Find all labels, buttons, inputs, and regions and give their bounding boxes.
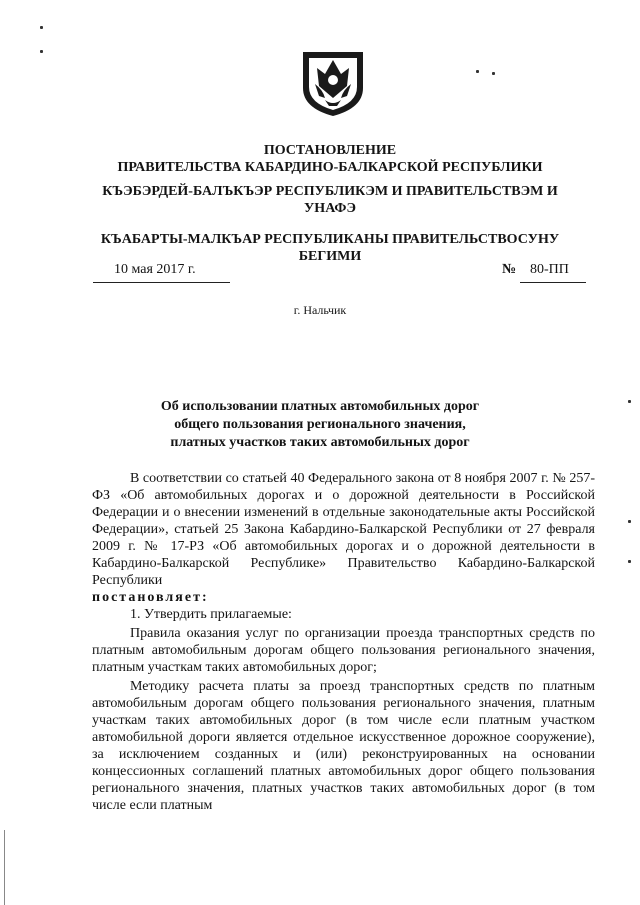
paragraph-preamble: В соответствии со статьей 40 Федерального закона от 8 ноября 2007 г. № 257-ФЗ «Об автомобильных дорогах и о дорожной деятельности в Российской Федерации и о внесении изменений в отдельные законодательные акты Российской Федерации», статьей 25 Закона Кабардино-Балкарской Республики от 27 февраля 2009 г. № 17-РЗ «Об автомобильных дорогах и о дорожной деятельности в Кабардино-Балкарской Республике» Правительство Кабардино-Балкарской Республики	[92, 471, 595, 588]
paragraph-method: Методику расчета платы за проезд транспортных средств по платным автомобильным дорогам общего пользования регионального значения, платным участкам таких автомобильных дорог (в том числе если платным участком автомобильной дороги является отдельное искусственное дорожное сооружение), за исключением созданных и (или) реконструированных на основании концессионных соглашений платных автомобильных дорог общего пользования регионального значения, платных участков таких автомобильных дорог (в том числе если платным	[92, 679, 595, 813]
decree-heading-balkar	[80, 231, 580, 265]
city: г. Нальчик	[293, 303, 347, 317]
decree-title	[120, 398, 520, 452]
title-line: общего пользования регионального значения,	[174, 417, 466, 432]
decree-heading-kabardian	[80, 183, 580, 217]
decree-heading	[80, 142, 580, 176]
title-line: платных участков таких автомобильных дорог	[170, 435, 470, 450]
decree-date: 10 мая 2017 г.	[114, 262, 196, 277]
heading-line: ПОСТАНОВЛЕНИЕ	[263, 143, 397, 158]
scan-edge	[4, 830, 5, 905]
heading-line: БЕГИМИ	[298, 249, 362, 264]
number-sign: №	[502, 262, 517, 277]
heading-line: ПРАВИТЕЛЬСТВА КАБАРДИНО-БАЛКАРСКОЙ РЕСПУБЛИКИ	[117, 160, 543, 175]
paragraph-approve: 1. Утвердить прилагаемые:	[130, 607, 292, 622]
paragraph-rules: Правила оказания услуг по организации проезда транспортных средств по платным автомобильным дорогам общего пользования регионального значения, платным участкам таких автомобильных дорог;	[92, 626, 595, 675]
heading-line: УНАФЭ	[304, 201, 356, 216]
heading-line: КЪАБАРТЫ-МАЛКЪАР РЕСПУБЛИКАНЫ ПРАВИТЕЛЬСТВОСУНУ	[100, 232, 560, 247]
heading-line: КЪЭБЭРДЕЙ-БАЛЪКЪЭР РЕСПУБЛИКЭМ И ПРАВИТЕЛЬСТВЭМ И	[102, 184, 558, 199]
date-underline	[93, 282, 230, 283]
number-underline	[520, 282, 586, 283]
decree-word: постановляет:	[92, 590, 209, 605]
title-line: Об использовании платных автомобильных дорог	[160, 399, 480, 414]
coat-of-arms-icon	[297, 46, 369, 118]
decree-number: 80-ПП	[530, 262, 569, 277]
decree-body	[92, 470, 595, 814]
